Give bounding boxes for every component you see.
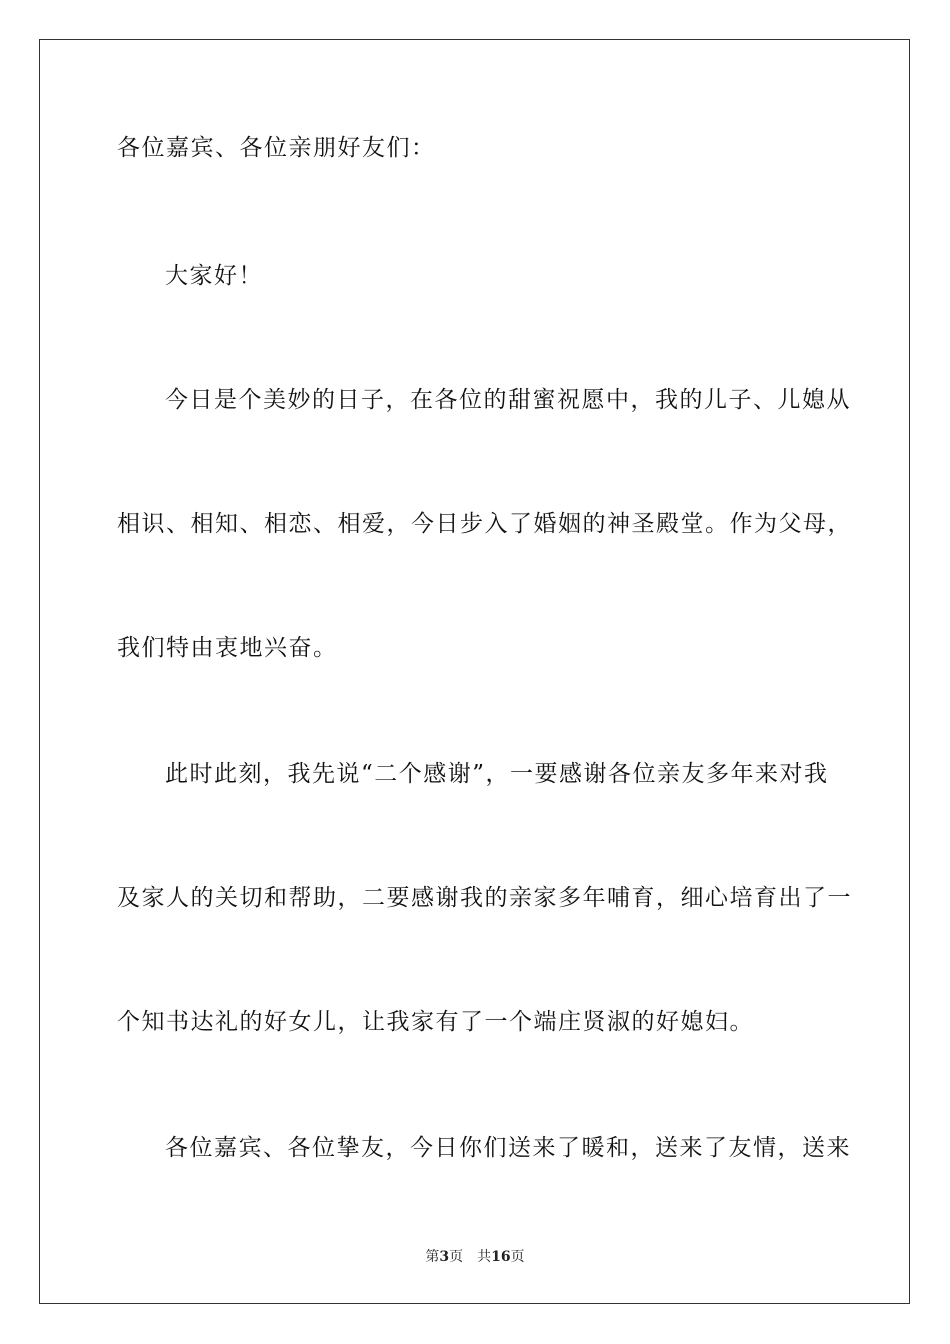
paragraph-line: 相识、相知、相恋、相爱，今日步入了婚姻的神圣殿堂。作为父母， xyxy=(117,511,852,537)
page-number: 3 xyxy=(439,1249,450,1265)
paragraph-line: 个知书达礼的好女儿，让我家有了一个端庄贤淑的好媳妇。 xyxy=(117,1009,754,1035)
paragraph-line: 各位嘉宾、各位挚友，今日你们送来了暖和，送来了友情，送来 xyxy=(165,1135,851,1161)
paragraph-line: 及家人的关切和帮助，二要感谢我的亲家多年哺育，细心培育出了一 xyxy=(117,885,852,911)
paragraph-line: 今日是个美妙的日子，在各位的甜蜜祝愿中，我的儿子、儿媳从 xyxy=(165,387,851,413)
total-suffix: 页 xyxy=(510,1249,525,1265)
page-prefix: 第 xyxy=(425,1249,440,1265)
paragraph-line: 大家好！ xyxy=(165,263,263,289)
total-pages: 16 xyxy=(491,1249,511,1265)
page-footer xyxy=(0,1248,950,1266)
total-prefix: 共 xyxy=(477,1249,492,1265)
paragraph-line: 我们特由衷地兴奋。 xyxy=(117,635,338,661)
page-border xyxy=(39,39,910,1304)
salutation: 各位嘉宾、各位亲朋好友们： xyxy=(117,135,436,161)
paragraph-line: 此时此刻，我先说“二个感谢”，一要感谢各位亲友多年来对我 xyxy=(165,761,829,787)
page-suffix: 页 xyxy=(449,1249,464,1265)
